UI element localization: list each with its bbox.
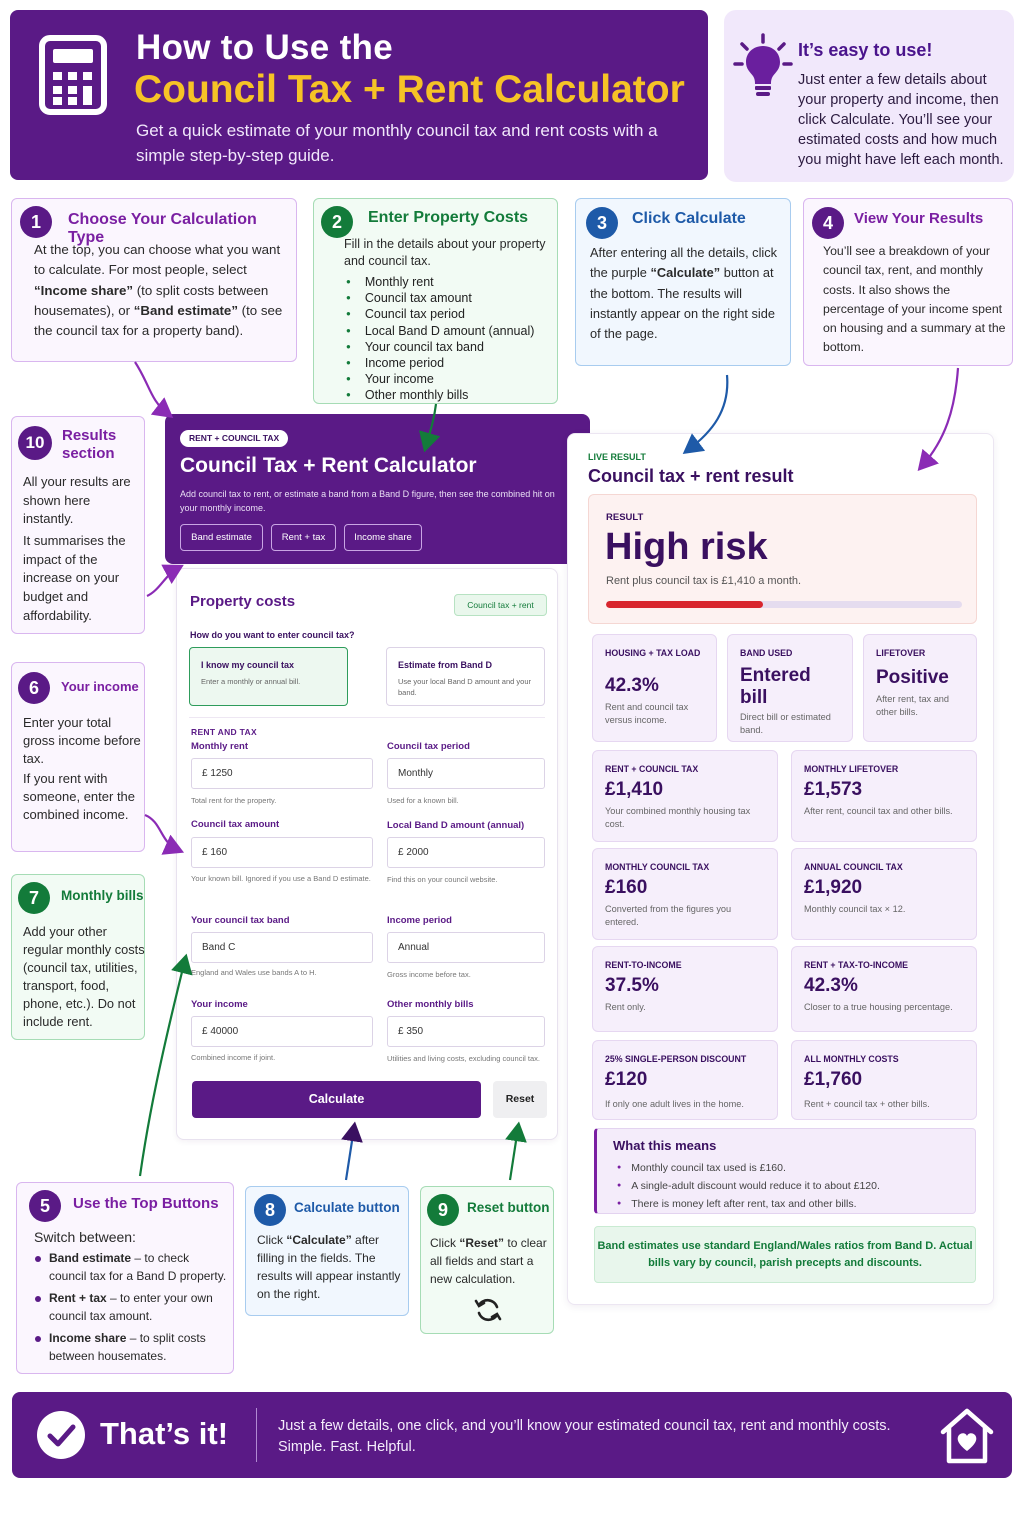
tile-value: £1,920 — [804, 877, 863, 898]
result-label: RESULT — [606, 512, 644, 523]
tile-text: Your combined monthly housing tax cost. — [605, 806, 751, 829]
step-9-card — [420, 1186, 554, 1334]
result-tile — [791, 1040, 977, 1120]
income-input[interactable]: £ 40000 — [191, 1016, 373, 1047]
list-item: ● Your council tax band — [346, 339, 534, 355]
list-item: Rent + tax – to enter your own council tax amount. — [33, 1289, 229, 1325]
option-title: I know my council tax — [201, 660, 295, 670]
list-item: ● There is money left after rent, tax and other bills. — [617, 1195, 880, 1213]
step-title: Enter Property Costs — [368, 209, 529, 226]
tile-value: Positive — [876, 667, 949, 688]
step-number: 7 — [18, 882, 50, 914]
tile-text: Direct bill or estimated band. — [740, 712, 831, 735]
step-number: 9 — [427, 1194, 459, 1226]
tile-text: If only one adult lives in the home. — [605, 1099, 744, 1109]
tile-label: RENT-TO-INCOME — [605, 960, 682, 970]
step-title: Reset button — [467, 1200, 550, 1215]
step-7-card — [11, 874, 145, 1040]
step-6-card — [11, 662, 145, 852]
risk-level: High risk — [605, 526, 768, 568]
field-help: Combined income if joint. — [191, 1053, 276, 1062]
button-list — [33, 1249, 229, 1369]
field-help: Used for a known bill. — [387, 796, 459, 805]
step-text: Fill in the details about your property and council tax. — [344, 237, 546, 268]
entry-question: How do you want to enter council tax? — [190, 630, 355, 640]
tile-label: MONTHLY COUNCIL TAX — [605, 862, 710, 872]
result-tile — [791, 750, 977, 842]
tile-value: 42.3% — [605, 675, 659, 696]
tile-text: Monthly council tax × 12. — [804, 904, 906, 914]
tile-label: LIFETOVER — [876, 648, 926, 658]
means-list — [617, 1159, 880, 1213]
step-text: Add your other regular monthly costs (council tax, utilities, transport, food, phone, etc.). Do not include rent. — [23, 924, 145, 1029]
option-estimate-band-d[interactable] — [386, 647, 545, 706]
option-title: Estimate from Band D — [398, 660, 493, 670]
step-title: Monthly bills — [61, 888, 144, 903]
calculator-icon — [38, 34, 112, 118]
tile-text: Rent and council tax versus income. — [605, 702, 689, 725]
ct-amount-input[interactable]: £ 160 — [191, 837, 373, 868]
step-2-card — [313, 198, 558, 404]
option-text: Use your local Band D amount and your band. — [398, 677, 531, 697]
mode-badge: Council tax + rent — [454, 594, 547, 616]
means-title: What this means — [613, 1138, 717, 1153]
field-list — [346, 274, 534, 404]
list-item: Income share – to split costs between housemates. — [33, 1329, 229, 1365]
list-item: ● Monthly council tax used is £160. — [617, 1159, 880, 1177]
calculator-subtitle: Add council tax to rent, or estimate a band from a Band D figure, then see the combined hit on your monthly income. — [180, 489, 555, 513]
monthly-rent-label: Monthly rent — [191, 741, 248, 752]
tip-title: It’s easy to use! — [798, 40, 933, 60]
checkmark-icon — [36, 1410, 86, 1460]
form-heading: Property costs — [190, 593, 296, 610]
step-number: 8 — [254, 1194, 286, 1226]
list-item: ● Your income — [346, 371, 534, 387]
tile-text: Closer to a true housing percentage. — [804, 1002, 953, 1012]
bills-label: Other monthly bills — [387, 999, 474, 1010]
arrow-step1 — [135, 362, 168, 414]
field-help: England and Wales use bands A to H. — [191, 968, 317, 977]
step-4-card — [803, 198, 1013, 366]
result-tile — [791, 848, 977, 940]
calculator-header — [165, 414, 590, 564]
result-tile — [727, 634, 853, 742]
list-item: ● A single-adult discount would reduce it to about £120. — [617, 1177, 880, 1195]
result-tile — [791, 946, 977, 1032]
result-tile — [592, 946, 778, 1032]
result-tile — [592, 634, 717, 742]
tile-value: £1,573 — [804, 779, 863, 800]
tab-income-share[interactable]: Income share — [344, 524, 422, 551]
footer-text: Just a few details, one click, and you’ll know your estimated council tax, rent and monthly costs. Simple. Fast. Helpful. — [278, 1418, 891, 1455]
list-item: ● Monthly rent — [346, 274, 534, 290]
live-label: LIVE RESULT — [588, 452, 646, 462]
property-costs-form — [176, 568, 558, 1140]
risk-bar-fill — [606, 601, 763, 608]
tile-value: £1,760 — [804, 1069, 863, 1090]
tile-text: Converted from the figures you entered. — [605, 904, 732, 927]
result-tile — [592, 750, 778, 842]
list-item: Band estimate – to check council tax for a Band D property. — [33, 1249, 229, 1285]
band-select[interactable]: Band C — [191, 932, 373, 963]
step-1-card — [11, 198, 297, 362]
divider — [189, 717, 545, 718]
field-help: Your known bill. Ignored if you use a Band D estimate. — [191, 874, 371, 883]
step-text: Click “Reset” to clear all fields and start a new calculation. — [430, 1236, 547, 1286]
reset-button[interactable]: Reset — [493, 1081, 547, 1118]
step-title: View Your Results — [854, 210, 984, 227]
tile-text: After rent, tax and other bills. — [876, 694, 950, 717]
step-title: Click Calculate — [632, 210, 746, 227]
field-help: Utilities and living costs, excluding council tax. — [387, 1054, 540, 1063]
field-help: Total rent for the property. — [191, 796, 277, 805]
hero-banner — [10, 10, 708, 180]
band-label: Your council tax band — [191, 915, 290, 926]
income-period-select[interactable]: Annual — [387, 932, 545, 963]
list-item: ● Income period — [346, 355, 534, 371]
house-heart-icon — [938, 1406, 996, 1466]
step-title: Choose Your Calculation Type — [68, 211, 257, 246]
step-text: Switch between: — [34, 1229, 136, 1245]
tile-value: £160 — [605, 877, 648, 898]
income-label: Your income — [191, 999, 248, 1010]
divider — [256, 1408, 257, 1462]
step-number: 5 — [29, 1190, 61, 1222]
results-title: Council tax + rent result — [588, 466, 794, 486]
page-title-line2: Council Tax + Rent Calculator — [134, 68, 685, 111]
step-number: 1 — [20, 206, 52, 238]
disclaimer-note: Band estimates use standard England/Wales ratios from Band D. Actual bills vary by council, parish precepts and discounts. — [594, 1226, 976, 1283]
section-label: RENT AND TAX — [191, 727, 257, 737]
tile-label: ALL MONTHLY COSTS — [804, 1054, 899, 1064]
what-this-means-box — [594, 1128, 976, 1214]
option-know-council-tax[interactable] — [189, 647, 348, 706]
result-tile — [592, 848, 778, 940]
page-subtitle: Get a quick estimate of your monthly council tax and rent costs with a simple step-by-step guide. — [136, 121, 658, 165]
list-item: ● Local Band D amount (annual) — [346, 323, 534, 339]
tile-label: BAND USED — [740, 648, 793, 658]
field-help: Find this on your council website. — [387, 875, 498, 884]
band-d-input[interactable]: £ 2000 — [387, 837, 545, 868]
step-number: 3 — [586, 207, 618, 239]
step-5-card — [16, 1182, 234, 1374]
list-item: ● Council tax amount — [346, 290, 534, 306]
income-period-label: Income period — [387, 915, 452, 926]
footer-banner — [12, 1392, 1012, 1478]
step-title: Your income — [61, 679, 139, 694]
step-text: All your results are shown here instantly. — [23, 474, 131, 527]
tile-label: 25% SINGLE-PERSON DISCOUNT — [605, 1054, 747, 1064]
step-title: Results section — [62, 427, 117, 462]
bills-input[interactable]: £ 350 — [387, 1016, 545, 1047]
arrow-step10 — [147, 568, 178, 596]
tile-value: Entered bill — [740, 665, 811, 708]
list-item: ● Council tax period — [346, 306, 534, 322]
period-label: Council tax period — [387, 741, 470, 752]
step-3-card — [575, 198, 791, 366]
tab-band-estimate[interactable]: Band estimate — [180, 524, 263, 551]
step-title: Calculate button — [294, 1200, 400, 1215]
tile-label: MONTHLY LIFETOVER — [804, 764, 899, 774]
step-number: 2 — [321, 206, 353, 238]
results-panel — [567, 433, 994, 1305]
step-text: At the top, you can choose what you want to calculate. For most people, select “Income share” (to split costs between housemates), or “Band estimate” (to see the council tax for a property band). — [34, 242, 283, 339]
band-d-label: Local Band D amount (annual) — [387, 820, 525, 831]
tile-label: RENT + TAX-TO-INCOME — [804, 960, 909, 970]
step-text: It summarises the impact of the increase on your budget and affordability. — [23, 533, 126, 623]
lightbulb-icon — [732, 32, 794, 98]
step-text: Click “Calculate” after filling in the fields. The results will appear instantly on the right. — [257, 1233, 401, 1301]
tile-text: After rent, council tax and other bills. — [804, 806, 953, 816]
period-select[interactable]: Monthly — [387, 758, 545, 789]
result-tile — [863, 634, 977, 742]
step-text: If you rent with someone, enter the combined income. — [23, 771, 136, 822]
ct-amount-label: Council tax amount — [191, 819, 280, 830]
tile-value: 42.3% — [804, 975, 858, 996]
tile-label: ANNUAL COUNCIL TAX — [804, 862, 903, 872]
refresh-icon — [474, 1297, 502, 1323]
result-tile — [592, 1040, 778, 1120]
calculate-button[interactable]: Calculate — [192, 1081, 481, 1118]
page-title-line1: How to Use the — [136, 28, 393, 67]
risk-text: Rent plus council tax is £1,410 a month. — [606, 575, 802, 587]
tip-box — [724, 10, 1014, 182]
step-text: You’ll see a breakdown of your council tax, rent, and monthly costs. It also shows the percentage of your income spent on housing and a summary at the bottom. — [823, 244, 1006, 355]
tile-value: £1,410 — [605, 779, 664, 800]
tab-rent-tax[interactable]: Rent + tax — [271, 524, 336, 551]
step-8-card — [245, 1186, 409, 1316]
step-title: Use the Top Buttons — [73, 1195, 219, 1212]
step-text: Enter your total gross income before tax. — [23, 715, 141, 766]
monthly-rent-input[interactable]: £ 1250 — [191, 758, 373, 789]
step-number: 10 — [18, 426, 52, 460]
list-item: ● Other monthly bills — [346, 387, 534, 403]
option-text: Enter a monthly or annual bill. — [201, 677, 301, 686]
calculator-title: Council Tax + Rent Calculator — [180, 454, 477, 477]
category-pill: RENT + COUNCIL TAX — [180, 430, 288, 447]
tile-text: Rent + council tax + other bills. — [804, 1099, 930, 1109]
tip-text: Just enter a few details about your property and income, then click Calculate. You’ll see your estimated costs and how much you might have left each month. — [798, 72, 1004, 168]
step-number: 6 — [18, 672, 50, 704]
tile-label: HOUSING + TAX LOAD — [605, 648, 701, 658]
tile-value: 37.5% — [605, 975, 659, 996]
risk-summary — [588, 494, 977, 624]
field-help: Gross income before tax. — [387, 970, 471, 979]
step-10-card — [11, 416, 145, 634]
footer-title: That’s it! — [100, 1416, 229, 1451]
step-text: After entering all the details, click the purple “Calculate” button at the bottom. The results will instantly appear on the right side of the page. — [590, 245, 778, 342]
arrow-step6 — [145, 815, 178, 850]
tile-value: £120 — [605, 1069, 648, 1090]
tile-text: Rent only. — [605, 1002, 646, 1012]
step-number: 4 — [812, 207, 844, 239]
tile-label: RENT + COUNCIL TAX — [605, 764, 699, 774]
risk-bar — [606, 601, 962, 608]
